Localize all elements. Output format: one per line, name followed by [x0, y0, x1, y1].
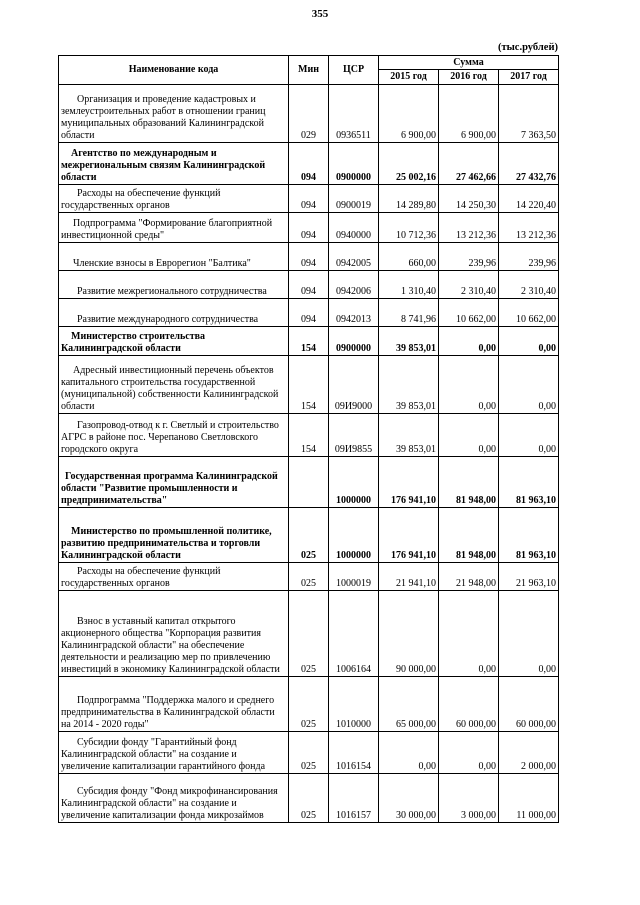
table-row [59, 143, 559, 185]
page-number: 355 [311, 8, 329, 20]
row-value-2017: 21 963,10 [516, 578, 557, 589]
row-name: Развитие межрегионального сотрудничества [77, 286, 267, 297]
table-row [59, 243, 559, 271]
table-row [59, 732, 559, 774]
row-min: 025 [301, 578, 316, 589]
row-value-2016: 0,00 [478, 444, 496, 455]
row-value-2016: 10 662,00 [456, 314, 496, 325]
row-value-2015: 39 853,01 [396, 401, 436, 412]
row-name: Подпрограмма "Формирование благоприятной инвестиционной среды" [61, 218, 273, 241]
row-value-2016: 0,00 [478, 343, 496, 354]
row-min: 094 [301, 230, 316, 241]
row-min: 154 [301, 401, 316, 412]
units-label: (тыс.рублей) [497, 42, 558, 53]
row-name: Субсидия фонду "Фонд микрофинансирования Калининградской области" на создание и увеличение капитализации фонда микрозаймов [61, 786, 278, 821]
row-csr: 0942006 [336, 286, 371, 297]
row-value-2015: 30 000,00 [396, 810, 436, 821]
row-value-2015: 10 712,36 [396, 230, 436, 241]
row-value-2017: 2 310,40 [521, 286, 557, 297]
row-value-2017: 0,00 [538, 343, 557, 354]
row-value-2016: 3 000,00 [461, 810, 496, 821]
row-csr: 0942013 [336, 314, 371, 325]
table-row [59, 508, 559, 563]
header-sum: Сумма [379, 56, 559, 70]
row-name: Подпрограмма "Поддержка малого и среднего предпринимательства в Калининградской области на 2014 - 2020 годы" [61, 695, 275, 730]
table-row [59, 563, 559, 591]
row-min: 154 [301, 343, 316, 354]
row-value-2017: 2 000,00 [521, 761, 557, 772]
budget-table [58, 55, 559, 823]
row-name: Газопровод-отвод к г. Светлый и строительство АГРС в районе пос. Черепаново Светловского городского округа [61, 420, 279, 455]
table-row [59, 299, 559, 327]
row-name: Государственная программа Калининградской области "Развитие промышленности и предпринимательства" [61, 471, 278, 506]
row-value-2015: 176 941,10 [391, 550, 436, 561]
row-csr: 09И9000 [334, 401, 373, 412]
table-row [59, 591, 559, 677]
row-name: Расходы на обеспечение функций государственных органов [61, 188, 221, 211]
row-name: Взнос в уставный капитал открытого акционерного общества "Корпорация развития Калининградской области" на обеспечение деятельности и реализацию мер по привлечению инвестиций в экономику Калининградской области [61, 616, 280, 675]
row-value-2015: 14 289,80 [396, 200, 436, 211]
row-value-2015: 1 310,40 [401, 286, 436, 297]
table-row [59, 213, 559, 243]
row-csr: 1006164 [336, 664, 371, 675]
row-value-2016: 81 948,00 [456, 550, 496, 561]
table-row [59, 185, 559, 213]
row-value-2017: 10 662,00 [516, 314, 557, 325]
row-value-2017: 13 212,36 [516, 230, 557, 241]
row-min: 094 [301, 286, 316, 297]
row-value-2015: 90 000,00 [396, 664, 436, 675]
row-min: 025 [301, 761, 316, 772]
header-year-2016: 2016 год [439, 70, 499, 85]
row-csr: 0936511 [336, 130, 371, 141]
table-row [59, 85, 559, 143]
row-value-2016: 21 948,00 [456, 578, 496, 589]
row-value-2015: 660,00 [408, 258, 436, 269]
row-min: 025 [301, 550, 316, 561]
row-value-2015: 25 002,16 [396, 172, 436, 183]
row-value-2015: 6 900,00 [401, 130, 436, 141]
row-name: Организация и проведение кадастровых и землеустроительных работ в отношении границ муниципальных образований Калининградской области [61, 94, 266, 141]
table-row [59, 457, 559, 508]
row-value-2017: 27 432,76 [516, 172, 557, 183]
table-row [59, 677, 559, 732]
row-min: 025 [301, 719, 316, 730]
row-value-2015: 65 000,00 [396, 719, 436, 730]
row-value-2017: 0,00 [538, 664, 557, 675]
header-year-2017: 2017 год [499, 70, 559, 85]
row-name: Министерство по промышленной политике, развитию предпринимательства и торговли Калининградской области [61, 526, 272, 561]
row-value-2015: 39 853,01 [396, 343, 436, 354]
row-value-2017: 11 000,00 [516, 810, 557, 821]
row-min: 094 [301, 172, 316, 183]
row-min: 094 [301, 258, 316, 269]
table-row [59, 356, 559, 414]
row-csr: 1000000 [336, 495, 371, 506]
row-value-2015: 176 941,10 [391, 495, 436, 506]
row-csr: 1010000 [336, 719, 371, 730]
row-value-2015: 8 741,96 [401, 314, 436, 325]
row-name: Адресный инвестиционный перечень объектов капитального строительства государственной (муниципальной) собственности Калининградской области [61, 365, 279, 412]
row-min: 025 [301, 810, 316, 821]
row-value-2016: 27 462,66 [456, 172, 496, 183]
row-csr: 0940000 [336, 230, 371, 241]
row-name: Членские взносы в Еврорегион "Балтика" [73, 258, 251, 269]
row-value-2016: 6 900,00 [461, 130, 496, 141]
header-name: Наименование кода [59, 56, 289, 85]
row-value-2015: 0,00 [418, 761, 436, 772]
row-value-2016: 81 948,00 [456, 495, 496, 506]
row-min: 025 [301, 664, 316, 675]
row-value-2017: 81 963,10 [516, 495, 557, 506]
row-min: 094 [301, 200, 316, 211]
row-value-2017: 0,00 [538, 401, 557, 412]
header-min: Мин [289, 56, 329, 85]
row-value-2016: 239,96 [468, 258, 496, 269]
row-value-2015: 39 853,01 [396, 444, 436, 455]
row-value-2016: 0,00 [478, 761, 496, 772]
row-name: Расходы на обеспечение функций государственных органов [61, 566, 221, 589]
row-value-2016: 0,00 [478, 664, 496, 675]
row-csr: 0900019 [336, 200, 371, 211]
row-value-2016: 2 310,40 [461, 286, 496, 297]
row-csr: 0900000 [336, 172, 371, 183]
row-name: Субсидии фонду "Гарантийный фонд Калининградской области" на создание и увеличение капитализации гарантийного фонда [61, 737, 266, 772]
header-csr: ЦСР [329, 56, 379, 85]
row-csr: 1016157 [336, 810, 371, 821]
row-csr: 1016154 [336, 761, 371, 772]
row-value-2017: 0,00 [538, 444, 557, 455]
row-csr: 1000000 [336, 550, 371, 561]
row-value-2016: 13 212,36 [456, 230, 496, 241]
row-value-2017: 81 963,10 [516, 550, 557, 561]
row-value-2015: 21 941,10 [396, 578, 436, 589]
table-row [59, 414, 559, 457]
row-name: Развитие международного сотрудничества [77, 314, 259, 325]
row-name: Агентство по международным и межрегиональным связям Калининградской области [61, 148, 266, 183]
row-csr: 1000019 [336, 578, 371, 589]
table-row [59, 774, 559, 823]
row-value-2017: 14 220,40 [516, 200, 557, 211]
row-min: 029 [301, 130, 316, 141]
table-row [59, 271, 559, 299]
row-csr: 0900000 [336, 343, 371, 354]
row-value-2017: 7 363,50 [521, 130, 557, 141]
row-value-2017: 239,96 [528, 258, 557, 269]
row-min: 094 [301, 314, 316, 325]
row-value-2017: 60 000,00 [516, 719, 557, 730]
header-year-2015: 2015 год [379, 70, 439, 85]
row-value-2016: 0,00 [478, 401, 496, 412]
row-csr: 09И9855 [334, 444, 373, 455]
row-csr: 0942005 [336, 258, 371, 269]
table-row [59, 327, 559, 356]
row-value-2016: 14 250,30 [456, 200, 496, 211]
row-name: Министерство строительства Калининградской области [61, 331, 206, 354]
row-value-2016: 60 000,00 [456, 719, 496, 730]
row-min: 154 [301, 444, 316, 455]
